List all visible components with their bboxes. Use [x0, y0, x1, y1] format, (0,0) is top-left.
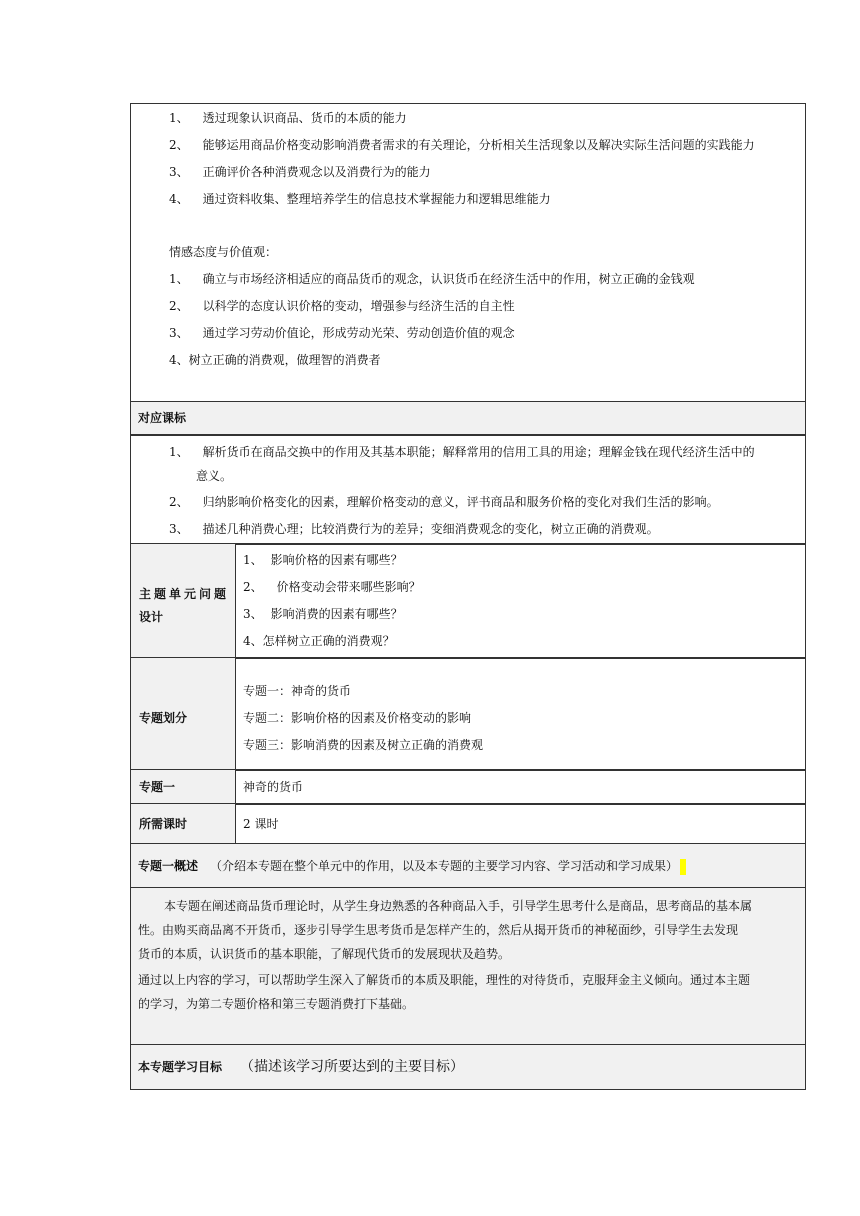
goals-header	[130, 1044, 806, 1090]
overview-paragraph-cont: 货币的本质，认识货币的基本职能，了解现代货币的发展现状及趋势。	[138, 947, 511, 961]
hours-value: 2 课时	[243, 817, 279, 831]
question-item: 3、 影响消费的因素有哪些？	[243, 607, 403, 621]
topic1-row	[130, 769, 806, 805]
goals-note: （描述该学习所要达到的主要目标）	[240, 1059, 465, 1075]
ability-item: 4、 通过资料收集、整理培养学生的信息技术掌握能力和逻辑思维能力	[169, 192, 551, 206]
hours-label: 所需课时	[139, 817, 188, 831]
overview-heading: 专题一概述 （介绍本专题在整个单元中的作用，以及本专题的主要学习内容、学习活动和学习成果）	[138, 858, 686, 875]
questions-row	[130, 543, 806, 659]
standards-heading: 对应课标	[138, 411, 187, 425]
topic1-value: 神奇的货币	[243, 780, 304, 794]
topics-label: 专题划分	[139, 711, 188, 725]
topic-item: 专题二：影响价格的因素及价格变动的影响	[243, 711, 472, 725]
emotion-item: 3、 通过学习劳动价值论，形成劳动光荣、劳动创造价值的观念	[169, 326, 515, 340]
overview-note: （介绍本专题在整个单元中的作用，以及本专题的主要学习内容、学习活动和学习成果）	[210, 859, 679, 873]
standard-item: 1、 解析货币在商品交换中的作用及其基本职能；解释常用的信用工具的用途；理解金钱在现代经济生活中的	[169, 445, 755, 459]
questions-label: 主题单元问题	[139, 587, 230, 601]
question-item: 4、怎样树立正确的消费观？	[243, 634, 395, 648]
hours-label-cell	[131, 804, 235, 844]
objectives-cell	[130, 103, 806, 403]
overview-header	[130, 843, 806, 889]
topics-label-cell	[131, 658, 235, 770]
standard-item: 3、 描述几种消费心理；比较消费行为的差异；变细消费观念的变化，树立正确的消费观。	[169, 522, 659, 536]
overview-body	[130, 887, 806, 1046]
emotion-item: 1、 确立与市场经济相适应的商品货币的观念，认识货币在经济生活中的作用，树立正确的金钱观	[169, 272, 695, 286]
ability-item: 1、 透过现象认识商品、货币的本质的能力	[169, 111, 407, 125]
topics-row	[130, 657, 806, 771]
standard-item-cont: 意义。	[196, 469, 233, 483]
hours-row	[130, 803, 806, 845]
questions-label-cont: 设计	[139, 610, 164, 624]
overview-paragraph-cont: 性。由购买商品离不开货币，逐步引导学生思考货币是怎样产生的，然后从揭开货币的神秘面纱，引导学生去发现	[138, 923, 739, 937]
standards-cell	[130, 434, 806, 545]
overview-paragraph: 本专题在阐述商品货币理论时，从学生身边熟悉的各种商品入手，引导学生思考什么是商品，思考商品的基本属	[164, 899, 753, 913]
ability-item: 2、 能够运用商品价格变动影响消费者需求的有关理论，分析相关生活现象以及解决实际生活问题的实践能力	[169, 138, 755, 152]
overview-paragraph-cont: 的学习，为第二专题价格和第三专题消费打下基础。	[138, 997, 415, 1011]
topic-item: 专题一：神奇的货币	[243, 684, 352, 698]
ability-item: 3、 正确评价各种消费观念以及消费行为的能力	[169, 165, 431, 179]
emotion-item: 4、树立正确的消费观，做理智的消费者	[169, 353, 381, 367]
topic-item: 专题三：影响消费的因素及树立正确的消费观	[243, 738, 484, 752]
standard-item: 2、 归纳影响价格变化的因素，理解价格变动的意义，评书商品和服务价格的变化对我们生活的影响。	[169, 495, 719, 509]
questions-label-cell	[131, 544, 235, 658]
topic1-label-cell	[131, 770, 235, 804]
highlight-mark	[680, 859, 686, 875]
standards-header	[130, 401, 806, 436]
topic1-label: 专题一	[139, 780, 176, 794]
emotion-item: 2、 以科学的态度认识价格的变动，增强参与经济生活的自主性	[169, 299, 515, 313]
question-item: 2、 价格变动会带来哪些影响？	[243, 580, 421, 594]
emotion-heading: 情感态度与价值观：	[169, 245, 278, 259]
question-item: 1、 影响价格的因素有哪些？	[243, 553, 403, 567]
overview-paragraph: 通过以上内容的学习，可以帮助学生深入了解货币的本质及职能，理性的对待货币，克服拜金主义倾向。通过本主题	[138, 973, 751, 987]
goals-heading: 本专题学习目标 （描述该学习所要达到的主要目标）	[138, 1059, 465, 1075]
